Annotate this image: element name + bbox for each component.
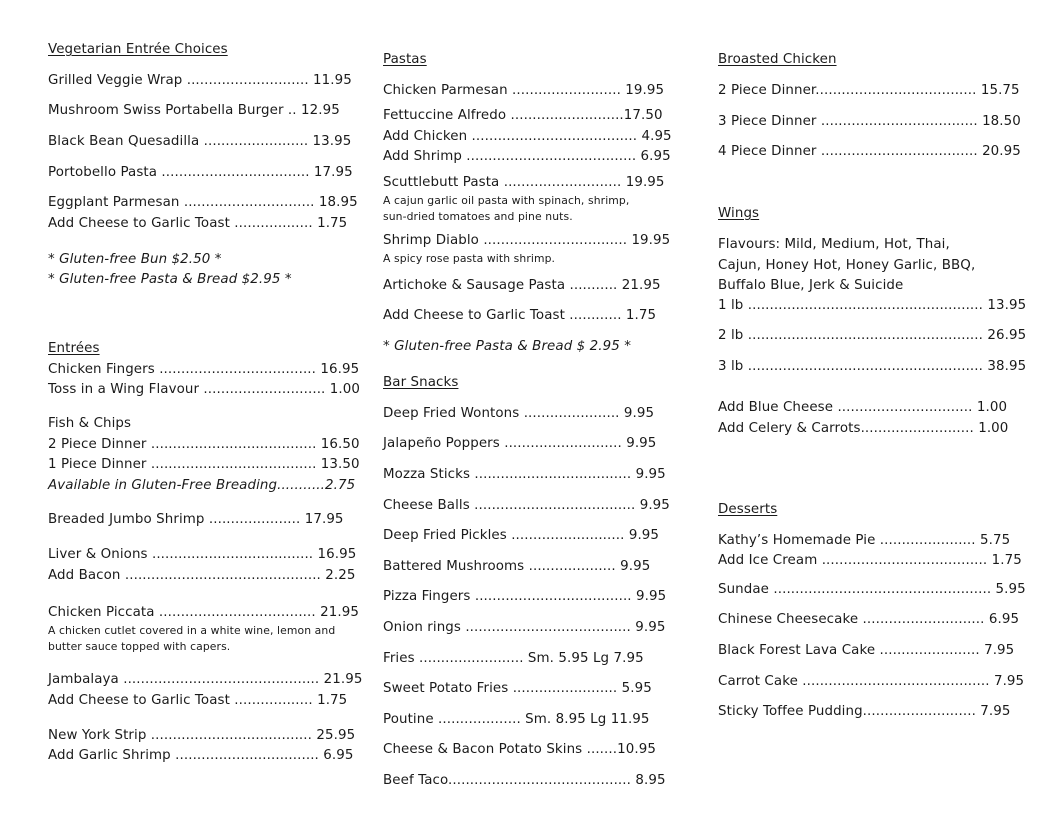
menu-item: Cheese & Bacon Potato Skins .......10.95: [383, 742, 656, 757]
section-heading-vegetarian: Vegetarian Entrée Choices: [48, 42, 228, 57]
menu-item-addon: Add Blue Cheese ............................... 1.00: [718, 400, 1008, 415]
menu-item-note: Available in Gluten-Free Breading...........2.75: [48, 478, 356, 493]
menu-item: Mushroom Swiss Portabella Burger .. 12.95: [48, 103, 340, 118]
menu-item: Poutine ................... Sm. 8.95 Lg 11.95: [383, 712, 650, 727]
menu-item: Battered Mushrooms .................... 9.95: [383, 559, 651, 574]
menu-item: Shrimp Diablo ................................. 19.95: [383, 233, 671, 248]
menu-item: Cheese Balls ..................................... 9.95: [383, 498, 670, 513]
menu-item: New York Strip ..................................... 25.95: [48, 728, 356, 743]
menu-item-addon: Add Cheese to Garlic Toast ............ 1.75: [383, 308, 657, 323]
menu-item-addon: Add Shrimp ....................................... 6.95: [383, 149, 671, 164]
menu-item: Onion rings ...................................... 9.95: [383, 620, 666, 635]
menu-item-addon: Add Cheese to Garlic Toast .................. 1.75: [48, 216, 348, 231]
menu-item: 3 Piece Dinner .................................... 18.50: [718, 114, 1021, 129]
menu-item: Chinese Cheesecake ............................ 6.95: [718, 612, 1020, 627]
menu-item: Deep Fried Pickles .......................... 9.95: [383, 528, 660, 543]
menu-item: Chicken Parmesan ......................... 19.95: [383, 83, 665, 98]
section-heading-pastas: Pastas: [383, 52, 427, 67]
menu-item-description: A cajun garlic oil pasta with spinach, shrimp,: [383, 194, 630, 207]
menu-item: Jambalaya ............................................. 21.95: [48, 672, 363, 687]
menu-item-group-title: Fish & Chips: [48, 416, 132, 431]
menu-item: 1 Piece Dinner ...................................... 13.50: [48, 457, 360, 472]
menu-item: 1 lb ...................................................... 13.95: [718, 298, 1027, 313]
menu-item: 2 Piece Dinner ...................................... 16.50: [48, 437, 360, 452]
menu-item: Black Forest Lava Cake ....................... 7.95: [718, 643, 1015, 658]
menu-item: Sweet Potato Fries ........................ 5.95: [383, 681, 652, 696]
wings-flavours-text: Flavours: Mild, Medium, Hot, Thai, Cajun, Honey Hot, Honey Garlic, BBQ, Buffalo Blue, Jerk & Suicide: [718, 237, 976, 293]
menu-item-addon: Add Chicken ...................................... 4.95: [383, 129, 672, 144]
section-heading-wings: Wings: [718, 206, 760, 221]
menu-item: Eggplant Parmesan .............................. 18.95: [48, 195, 358, 210]
gluten-free-note: * Gluten-free Pasta & Bread $2.95 *: [48, 272, 292, 287]
menu-item: Black Bean Quesadilla ........................ 13.95: [48, 134, 352, 149]
menu-item: 2 Piece Dinner..................................... 15.75: [718, 83, 1020, 98]
menu-item-description: A spicy rose pasta with shrimp.: [383, 252, 556, 265]
menu-item: Pizza Fingers .................................... 9.95: [383, 589, 667, 604]
menu-item: Fettuccine Alfredo ..........................17.50: [383, 108, 663, 123]
menu-item: Portobello Pasta .................................. 17.95: [48, 165, 353, 180]
menu-item: Jalapeño Poppers ........................... 9.95: [383, 436, 657, 451]
menu-item-addon: Add Cheese to Garlic Toast .................. 1.75: [48, 693, 348, 708]
menu-item: Breaded Jumbo Shrimp ..................... 17.95: [48, 512, 344, 527]
menu-item-addon: Add Ice Cream ...................................... 1.75: [718, 553, 1022, 568]
menu-item-description: A chicken cutlet covered in a white wine, lemon and: [48, 624, 336, 637]
menu-item-description: butter sauce topped with capers.: [48, 640, 231, 653]
menu-item: Chicken Piccata .................................... 21.95: [48, 605, 359, 620]
menu-item-addon: Add Garlic Shrimp ................................. 6.95: [48, 748, 354, 763]
menu-item-description: sun-dried tomatoes and pine nuts.: [383, 210, 573, 223]
section-heading-broasted-chicken: Broasted Chicken: [718, 52, 837, 67]
menu-item: Fries ........................ Sm. 5.95 Lg 7.95: [383, 651, 644, 666]
menu-item: Sundae .................................................. 5.95: [718, 582, 1026, 597]
menu-item: Deep Fried Wontons ...................... 9.95: [383, 406, 655, 421]
menu-item-addon: Add Celery & Carrots.......................... 1.00: [718, 421, 1009, 436]
gluten-free-note: * Gluten-free Bun $2.50 *: [48, 252, 222, 267]
menu-item: Mozza Sticks .................................... 9.95: [383, 467, 666, 482]
section-heading-desserts: Desserts: [718, 502, 778, 517]
menu-item: Scuttlebutt Pasta ........................... 19.95: [383, 175, 665, 190]
menu-item: Chicken Fingers .................................... 16.95: [48, 362, 360, 377]
section-heading-bar-snacks: Bar Snacks: [383, 375, 459, 390]
menu-item: 2 lb ...................................................... 26.95: [718, 328, 1027, 343]
menu-item: Artichoke & Sausage Pasta ........... 21.95: [383, 278, 661, 293]
menu-item: 3 lb ...................................................... 38.95: [718, 359, 1027, 374]
gluten-free-note: * Gluten-free Pasta & Bread $ 2.95 *: [383, 339, 631, 354]
menu-item: Sticky Toffee Pudding.......................... 7.95: [718, 704, 1011, 719]
menu-item: 4 Piece Dinner .................................... 20.95: [718, 144, 1021, 159]
menu-item: Carrot Cake ........................................... 7.95: [718, 674, 1025, 689]
menu-item: Beef Taco.......................................... 8.95: [383, 773, 666, 788]
menu-item-addon: Add Bacon ............................................. 2.25: [48, 568, 356, 583]
menu-item: Liver & Onions ..................................... 16.95: [48, 547, 357, 562]
section-heading-entrees: Entrées: [48, 341, 100, 356]
menu-item: Grilled Veggie Wrap ............................ 11.95: [48, 73, 352, 88]
menu-item: Kathy’s Homemade Pie ...................... 5.75: [718, 533, 1011, 548]
menu-item-addon: Toss in a Wing Flavour ............................ 1.00: [48, 382, 360, 397]
